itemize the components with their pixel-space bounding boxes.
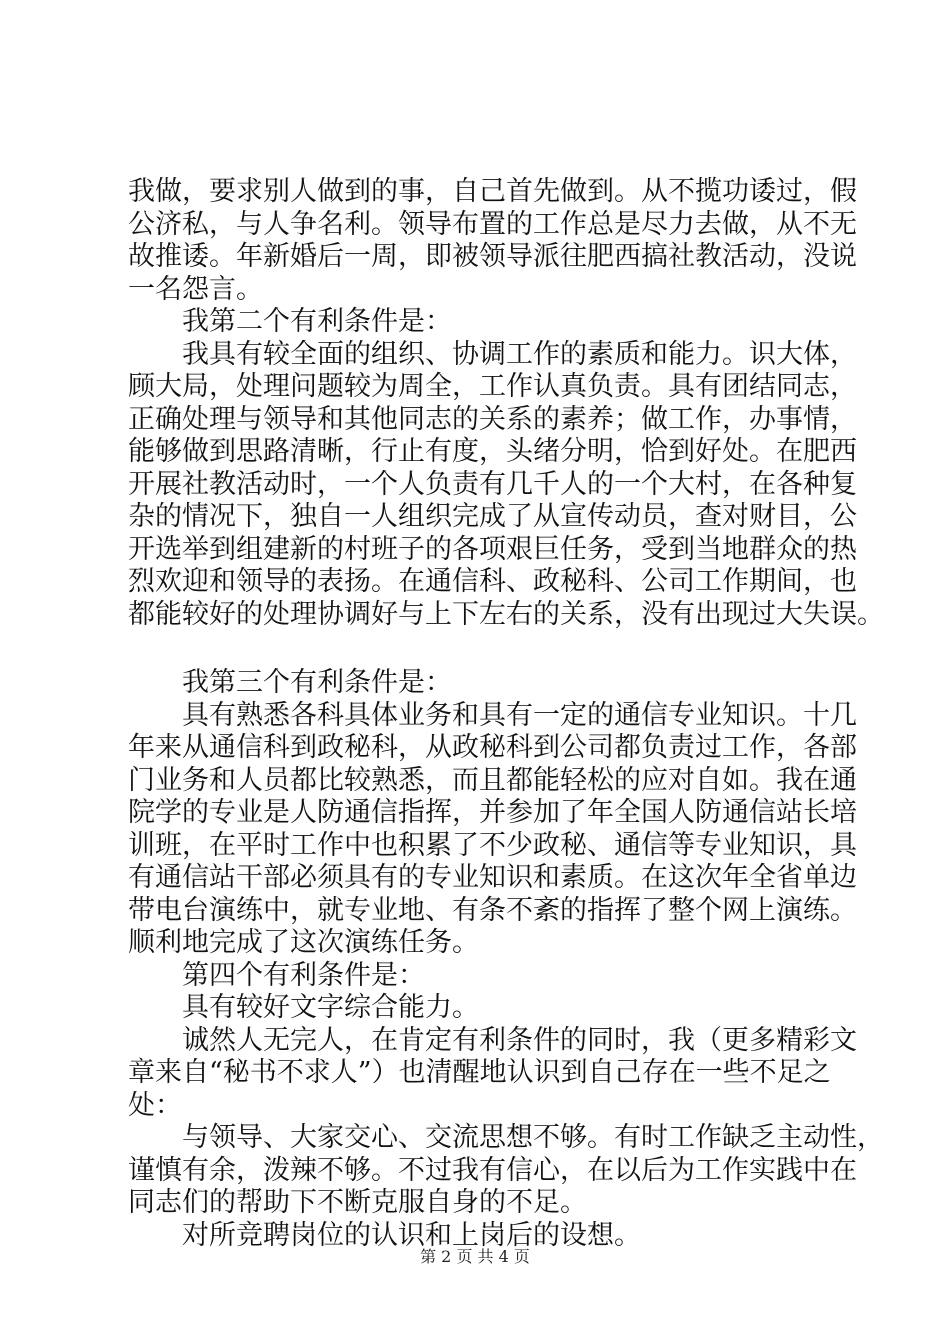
text-line: 门业务和人员都比较熟悉，而且都能轻松的应对自如。我在通	[128, 764, 857, 796]
text-line: 带电台演练中，就专业地、有条不紊的指挥了整个网上演练。	[128, 894, 857, 926]
text-line: 对所竞聘岗位的认识和上岗后的设想。	[182, 1219, 641, 1251]
text-line: 章来自“秘书不求人”）也清醒地认识到自己存在一些不足之	[128, 1057, 831, 1088]
text-line: 我第三个有利条件是：	[182, 667, 452, 698]
text-line: 一名怨言。	[128, 273, 263, 305]
text-line: 故推诿。年新婚后一周，即被领导派往肥西搞社教活动，没说	[128, 241, 857, 272]
text-line: 我做，要求别人做到的事，自己首先做到。从不揽功诿过，假	[128, 176, 857, 207]
text-line: 处：	[128, 1089, 182, 1121]
text-line: 谨慎有余，泼辣不够。不过我有信心，在以后为工作实践中在	[128, 1154, 857, 1186]
text-line: 诚然人无完人，在肯定有利条件的同时，我（更多精彩文	[182, 1024, 857, 1056]
document-body	[128, 176, 884, 1252]
text-line: 正确处理与领导和其他同志的关系的素养；做工作，办事情，	[128, 403, 857, 435]
text-line: 杂的情况下，独自一人组织完成了从宣传动员，查对财目，公	[128, 501, 857, 532]
text-line: 我第二个有利条件是：	[182, 306, 452, 337]
text-line: 公济私，与人争名利。领导布置的工作总是尽力去做，从不无	[128, 208, 857, 240]
text-line: 院学的专业是人防通信指挥，并参加了年全国人防通信站长培	[128, 797, 857, 828]
page-footer: 第 2 页 共 4 页	[420, 1247, 530, 1266]
text-line: 第四个有利条件是：	[182, 959, 425, 991]
text-line: 有通信站干部必须具有的专业知识和素质。在这次年全省单边	[128, 862, 857, 893]
text-line: 顾大局，处理问题较为周全，工作认真负责。具有团结同志，	[128, 371, 857, 402]
text-line: 年来从通信科到政秘科，从政秘科到公司都负责过工作，各部	[128, 732, 857, 763]
text-line: 训班，在平时工作中也积累了不少政秘、通信等专业知识，具	[128, 829, 857, 861]
text-line: 都能较好的处理协调好与上下左右的关系，没有出现过大失误。	[128, 598, 884, 630]
paragraph-gap	[128, 631, 850, 667]
text-line: 与领导、大家交心、交流思想不够。有时工作缺乏主动性，	[182, 1122, 884, 1153]
text-line: 具有较好文字综合能力。	[182, 992, 479, 1023]
text-line: 开选举到组建新的村班子的各项艰巨任务，受到当地群众的热	[128, 533, 857, 565]
text-line: 开展社教活动时，一个人负责有几千人的一个大村，在各种复	[128, 468, 857, 500]
text-line: 顺利地完成了这次演练任务。	[128, 927, 479, 958]
text-line: 具有熟悉各科具体业务和具有一定的通信专业知识。十几	[182, 699, 857, 731]
text-line: 能够做到思路清晰，行止有度，头绪分明，恰到好处。在肥西	[128, 436, 857, 467]
text-line: 烈欢迎和领导的表扬。在通信科、政秘科、公司工作期间，也	[128, 566, 857, 597]
text-line: 我具有较全面的组织、协调工作的素质和能力。识大体，	[182, 338, 857, 370]
text-line: 同志们的帮助下不断克服自身的不足。	[128, 1187, 587, 1218]
